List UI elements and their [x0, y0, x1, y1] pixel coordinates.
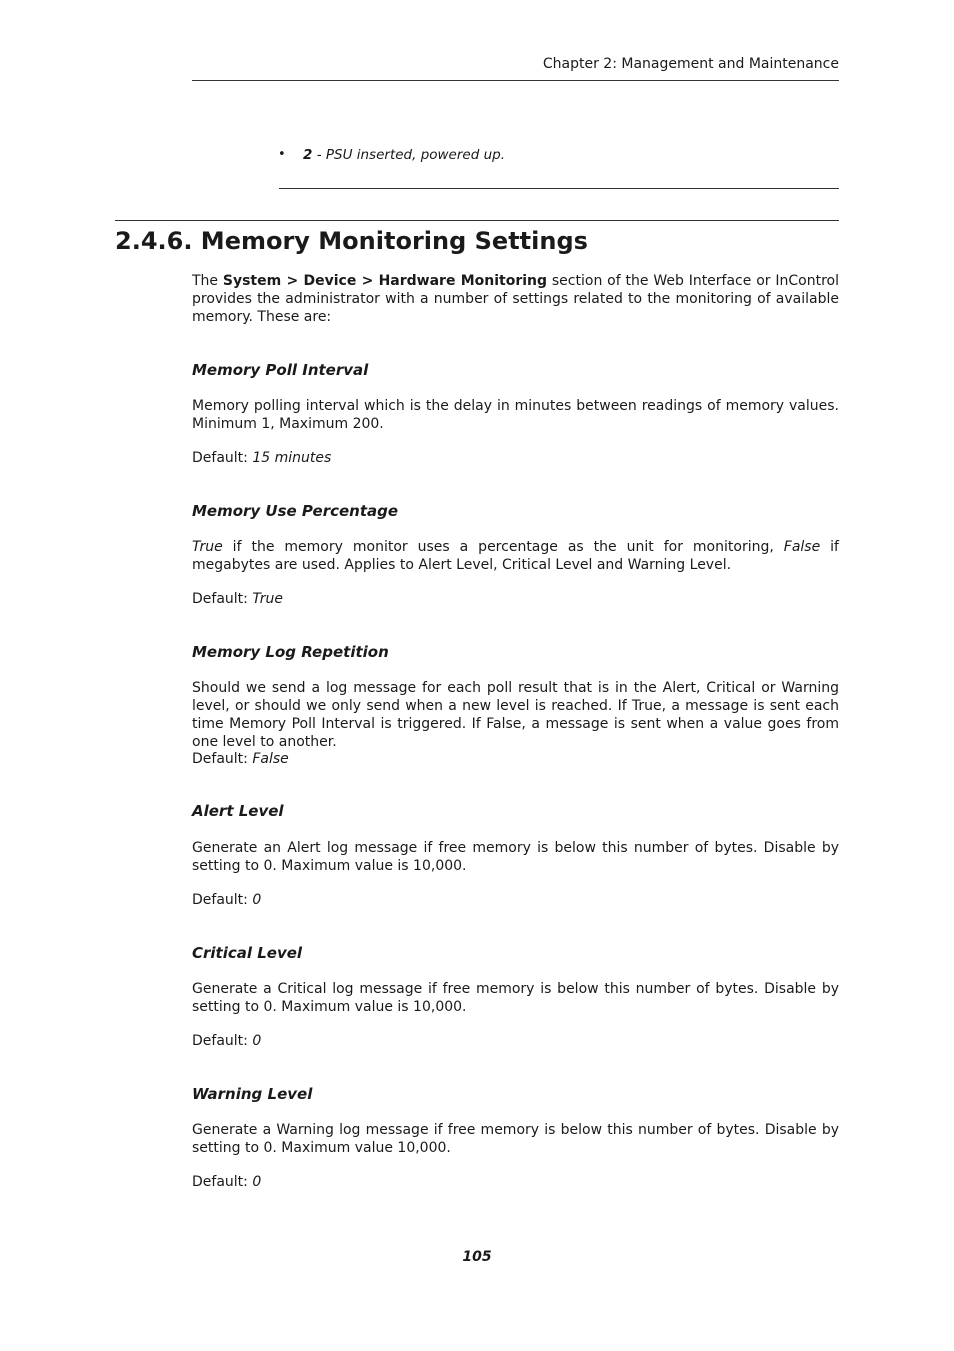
- setting-heading-warning-level: Warning Level: [192, 1085, 313, 1103]
- default-value: False: [252, 751, 289, 767]
- default-value: 0: [252, 1033, 262, 1049]
- setting-description-memory-poll-interval: Memory polling interval which is the delay in minutes between readings of memory values. Minimum 1, Maximum 200.: [192, 398, 839, 432]
- setting-heading-alert-level: Alert Level: [192, 802, 284, 820]
- menu-path: System > Device > Hardware Monitoring: [222, 273, 548, 289]
- setting-description-critical-level: Generate a Critical log message if free memory is below this number of bytes. Disable by setting to 0. Maximum value is 10,000.: [192, 981, 839, 1015]
- bullet-item-text: - PSU inserted, powered up.: [312, 147, 505, 163]
- section-title: 2.4.6. Memory Monitoring Settings: [115, 227, 588, 255]
- setting-description-memory-log-repetition: Should we send a log message for each poll result that is in the Alert, Critical or Warning level, or should we only send when a new level is reached. If True, a message is sent each time Memory Poll Interval is triggered. If False, a message is sent when a value goes from one level to another.: [192, 680, 839, 750]
- setting-default-memory-poll-interval: Default: 15 minutes: [192, 450, 332, 466]
- setting-description-alert-level: Generate an Alert log message if free memory is below this number of bytes. Disable by setting to 0. Maximum value is 10,000.: [192, 840, 839, 874]
- setting-default-memory-log-repetition: Default: False: [192, 751, 289, 767]
- default-value: 0: [252, 892, 262, 908]
- section-rule: [115, 220, 839, 221]
- setting-default-alert-level: Default: 0: [192, 892, 262, 908]
- default-value: 15 minutes: [252, 450, 332, 466]
- section-intro: The System > Device > Hardware Monitoring section of the Web Interface or InControl provides the administrator with a number of settings related to the monitoring of available memory. These are:: [192, 273, 839, 325]
- running-header: Chapter 2: Management and Maintenance: [542, 56, 839, 72]
- setting-heading-critical-level: Critical Level: [192, 944, 303, 962]
- default-value: True: [252, 591, 284, 607]
- bullet-number: 2: [303, 147, 313, 163]
- setting-default-memory-use-percentage: Default: True: [192, 591, 284, 607]
- setting-heading-memory-use-percentage: Memory Use Percentage: [192, 502, 399, 520]
- bullet-marker: •: [278, 147, 286, 162]
- setting-heading-memory-log-repetition: Memory Log Repetition: [192, 643, 389, 661]
- header-rule: [192, 80, 839, 81]
- setting-default-critical-level: Default: 0: [192, 1033, 262, 1049]
- bullet-item: [303, 146, 505, 164]
- setting-default-warning-level: Default: 0: [192, 1174, 262, 1190]
- list-end-rule: [279, 188, 839, 189]
- setting-heading-memory-poll-interval: Memory Poll Interval: [192, 361, 369, 379]
- setting-description-memory-use-percentage: True if the memory monitor uses a percentage as the unit for monitoring, False if megabytes are used. Applies to Alert Level, Critical Level and Warning Level.: [192, 539, 839, 573]
- default-value: 0: [252, 1174, 262, 1190]
- setting-description-warning-level: Generate a Warning log message if free memory is below this number of bytes. Disable by setting to 0. Maximum value 10,000.: [192, 1122, 839, 1156]
- page-number: 105: [462, 1249, 492, 1265]
